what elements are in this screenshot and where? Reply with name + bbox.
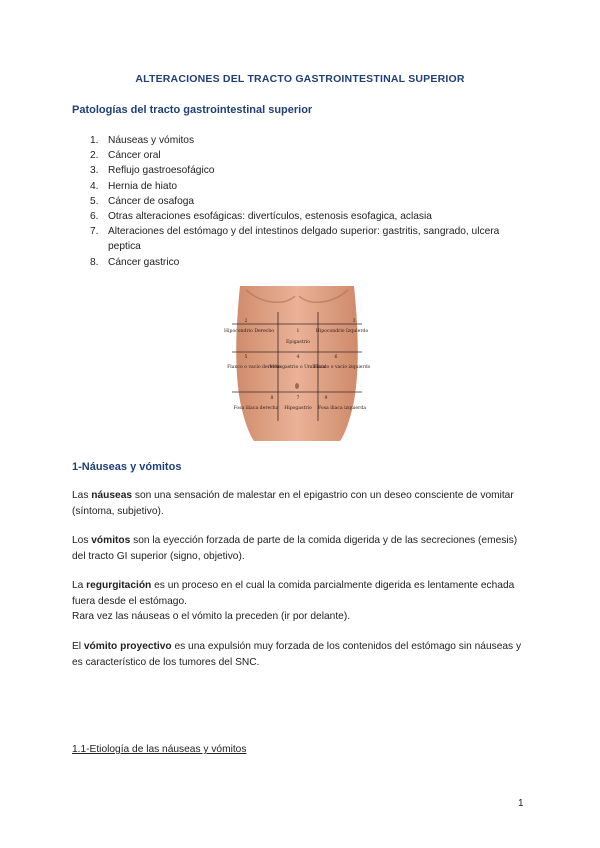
region-label: Flanco o vacío derecho <box>227 365 281 370</box>
paragraph-vomito-proyectivo: El vómito proyectivo es una expulsión muy forzada de los contenidos del estómago sin náuseas y es característico de los tumores del SNC. <box>72 641 522 668</box>
region-number: 3 <box>352 319 356 324</box>
list-item: 2. Cáncer oral <box>90 150 161 162</box>
region-label: Hipogastrio <box>284 406 312 411</box>
list-item: 3. Reflujo gastroesofágico <box>90 165 215 177</box>
paragraph-nauseas: Las náuseas son una sensación de malestar en el epigastrio con un deseo consciente de vomitar (síntoma, subjetivo). <box>72 490 514 517</box>
region-label: Mesogastrio o Umbilical <box>269 365 327 370</box>
navel <box>295 383 299 389</box>
document-title: ALTERACIONES DEL TRACTO GASTROINTESTINAL SUPERIOR <box>135 73 465 85</box>
pathology-list <box>90 133 520 270</box>
section-heading-pathologies: Patologías del tracto gastrointestinal superior <box>72 104 313 116</box>
region-label: Hipocondrio Derecho <box>224 329 274 334</box>
region-number: 5 <box>244 355 248 360</box>
region-number: 4 <box>296 355 300 360</box>
region-label: Flanco o vacío izquierdo <box>313 365 371 370</box>
list-item: 7. Alteraciones del estómago y del intestinos delgado superior: gastritis, sangrado, ulcera peptica <box>90 226 500 253</box>
list-item: 8. Cáncer gastrico <box>90 256 180 268</box>
region-label: Fosa iliaca izquierda <box>317 406 367 411</box>
abdominal-regions-figure <box>224 286 371 441</box>
paragraph-regurgitacion: La regurgitación es un proceso en el cual la comida parcialmente digerida es lentamente echada fuera desde el estómago. <box>72 580 515 607</box>
region-label: Fosa iliaca derecha <box>233 406 279 411</box>
torso-shape <box>236 286 358 441</box>
region-number: 9 <box>324 396 328 401</box>
region-label: Epigastrio <box>285 340 311 345</box>
section-heading-nauseas: 1-Náuseas y vómitos <box>72 461 182 473</box>
region-number: 7 <box>296 396 300 401</box>
region-number: 2 <box>244 319 248 324</box>
region-label: Hipocondrio Izquierdo <box>315 329 369 334</box>
region-number: 1 <box>296 329 300 334</box>
subsection-heading-etiologia: 1.1-Etiología de las náuseas y vómitos <box>72 744 247 755</box>
list-item: 4. Hernia de hiato <box>90 180 178 192</box>
region-number: 8 <box>270 396 274 401</box>
paragraph-vomitos: Los vómitos son la eyección forzada de parte de la comida digerida y de las secreciones (emesis) del tracto GI superior (signo, objetivo). <box>72 535 518 562</box>
list-item: 5. Cáncer de osafoga <box>90 195 195 207</box>
list-item: 1. Náuseas y vómitos <box>90 135 195 146</box>
paragraph-regurgitacion-note: Rara vez las náuseas o el vómito la preceden (ir por delante). <box>72 611 351 622</box>
region-number: 6 <box>334 355 338 360</box>
list-item: 6. Otras alteraciones esofágicas: divertículos, estenosis esofagica, aclasia <box>90 211 432 223</box>
page-number: 1 <box>518 798 524 809</box>
